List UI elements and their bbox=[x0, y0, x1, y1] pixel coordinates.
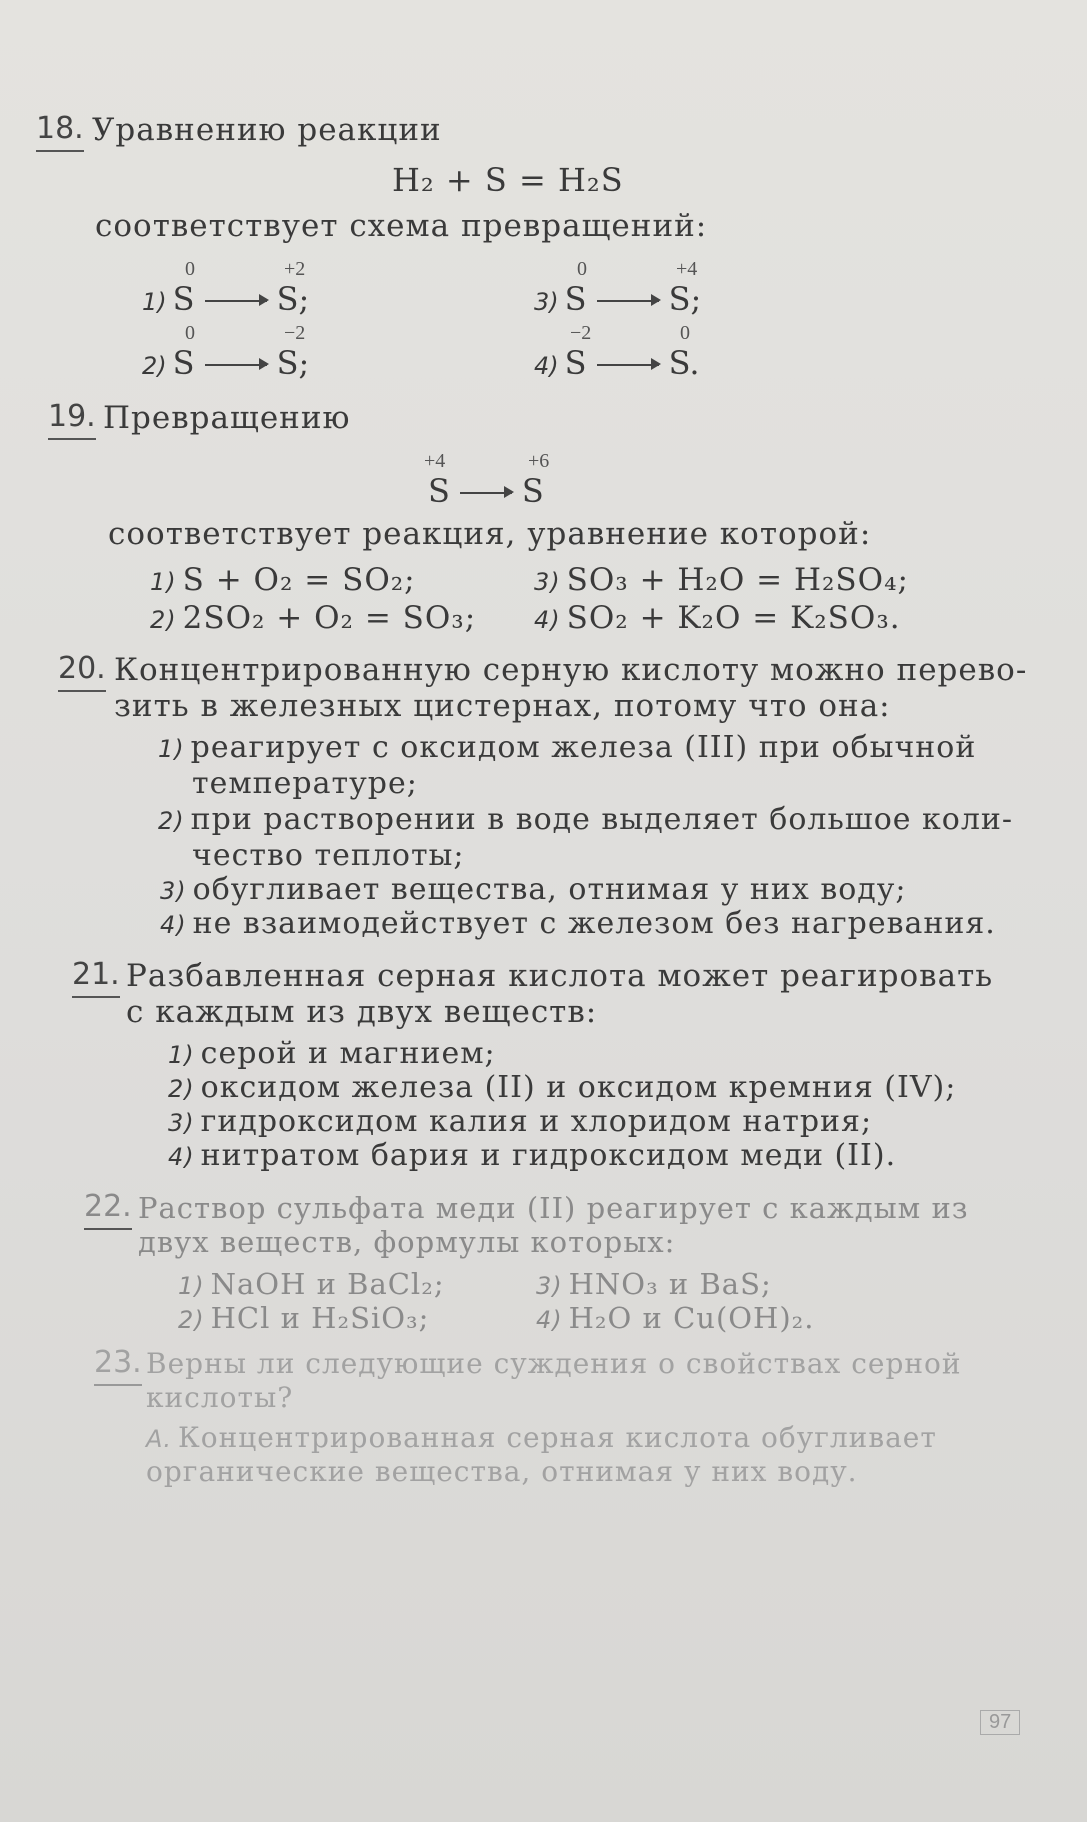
question-20-option-3 bbox=[160, 872, 907, 909]
question-20-number: 20. bbox=[58, 652, 106, 692]
scheme-from: S bbox=[564, 280, 587, 318]
scheme-from: S bbox=[428, 472, 450, 510]
option-text: при растворении в воде выделяет большое коли- bbox=[190, 802, 1014, 837]
question-21-line-1: Разбавленная серная кислота может реагировать bbox=[126, 958, 994, 994]
option-text: HCl и H₂SiO₃; bbox=[210, 1301, 430, 1335]
arrow-right-icon bbox=[597, 364, 659, 366]
ox-state: +4 bbox=[424, 450, 446, 472]
option-number: 4) bbox=[168, 1143, 195, 1171]
scheme-to: S; bbox=[668, 280, 702, 318]
question-23-number: 23. bbox=[94, 1346, 142, 1386]
question-20-line-1: Концентрированную серную кислоту можно перево- bbox=[114, 652, 1028, 688]
question-20-option-2-cont: чество теплоты; bbox=[192, 838, 465, 873]
question-20-option-4 bbox=[160, 906, 996, 943]
option-number: 1) bbox=[178, 1272, 205, 1300]
question-19-option-3 bbox=[534, 562, 909, 600]
option-number: 2) bbox=[142, 352, 167, 380]
option-text: 2SO₂ + O₂ = SO₃; bbox=[182, 600, 477, 636]
question-20-option-1-cont: температуре; bbox=[192, 766, 418, 801]
option-text: нитратом бария и гидроксидом меди (II). bbox=[200, 1138, 897, 1173]
arrow-right-icon bbox=[597, 300, 659, 302]
option-number: 4) bbox=[536, 1306, 563, 1334]
question-19-option-1 bbox=[150, 562, 416, 600]
question-21-option-1 bbox=[168, 1036, 496, 1073]
question-20-line-2: зить в железных цистернах, потому что она: bbox=[114, 688, 891, 724]
ox-state: +6 bbox=[528, 450, 550, 472]
question-21-option-4 bbox=[168, 1138, 896, 1175]
question-23-line-2: кислоты? bbox=[146, 1381, 294, 1414]
option-text: SO₂ + K₂O = K₂SO₃. bbox=[566, 600, 901, 636]
page-number: 97 bbox=[980, 1710, 1020, 1735]
scheme-to: S; bbox=[276, 280, 310, 318]
arrow-right-icon bbox=[205, 300, 267, 302]
question-18-title: Уравнению реакции bbox=[92, 112, 442, 148]
question-19-subtitle: соответствует реакция, уравнение которой: bbox=[108, 516, 872, 552]
option-number: 4) bbox=[160, 911, 187, 939]
ox-state: −2 bbox=[284, 322, 306, 344]
option-text: NaOH и BaCl₂; bbox=[210, 1267, 445, 1301]
question-18-equation: H₂ + S = H₂S bbox=[392, 161, 624, 199]
question-23-line-1: Верны ли следующие суждения о свойствах серной bbox=[146, 1347, 962, 1380]
scheme-to: S. bbox=[668, 344, 700, 382]
option-number: 1) bbox=[142, 288, 167, 316]
option-number: 2) bbox=[168, 1075, 195, 1103]
option-text: гидроксидом калия и хлоридом натрия; bbox=[200, 1104, 873, 1139]
question-18-option-2 bbox=[142, 344, 309, 382]
question-22-option-2 bbox=[178, 1300, 429, 1338]
scheme-from: S bbox=[172, 344, 195, 382]
option-number: 3) bbox=[534, 288, 559, 316]
option-number: 2) bbox=[158, 807, 185, 835]
arrow-right-icon bbox=[205, 364, 267, 366]
question-20-option-1 bbox=[158, 730, 976, 767]
option-text: не взаимодействует с железом без нагревания. bbox=[192, 906, 996, 941]
ox-state: −2 bbox=[570, 322, 592, 344]
scheme-to: S bbox=[521, 472, 544, 510]
question-18-option-1 bbox=[142, 280, 309, 318]
ox-state: +2 bbox=[284, 258, 306, 280]
option-number: 3) bbox=[160, 877, 187, 905]
option-number: 4) bbox=[534, 352, 559, 380]
option-text: обугливает вещества, отнимая у них воду; bbox=[192, 872, 907, 907]
question-18-number: 18. bbox=[36, 112, 84, 152]
arrow-right-icon bbox=[460, 492, 512, 494]
option-number: 2) bbox=[178, 1306, 205, 1334]
scheme-from: S bbox=[564, 344, 587, 382]
question-21-option-3 bbox=[168, 1104, 872, 1141]
question-20-option-2 bbox=[158, 802, 1013, 839]
question-21-number: 21. bbox=[72, 958, 120, 998]
ox-state: +4 bbox=[676, 258, 698, 280]
option-number: 1) bbox=[168, 1041, 195, 1069]
statement-label: А. bbox=[146, 1425, 173, 1453]
option-number: 1) bbox=[158, 735, 185, 763]
ox-state: 0 bbox=[577, 258, 587, 280]
option-number: 3) bbox=[534, 568, 561, 596]
question-22-option-3 bbox=[536, 1266, 772, 1304]
question-21-line-2: с каждым из двух веществ: bbox=[126, 994, 598, 1030]
option-text: серой и магнием; bbox=[200, 1036, 496, 1071]
option-text: оксидом железа (II) и оксидом кремния (IV); bbox=[200, 1070, 957, 1105]
question-18-option-4 bbox=[534, 344, 700, 382]
question-23-statement-a-cont: органические вещества, отнимая у них воду. bbox=[146, 1455, 858, 1488]
question-22-option-4 bbox=[536, 1300, 815, 1338]
option-number: 3) bbox=[536, 1272, 563, 1300]
question-19-scheme bbox=[428, 472, 544, 510]
option-number: 3) bbox=[168, 1109, 195, 1137]
question-22-number: 22. bbox=[84, 1190, 132, 1230]
scheme-to: S; bbox=[276, 344, 310, 382]
question-22-line-2: двух веществ, формулы которых: bbox=[138, 1225, 676, 1259]
question-18-subtitle: соответствует схема превращений: bbox=[95, 208, 708, 244]
option-number: 4) bbox=[534, 606, 561, 634]
question-18-option-3 bbox=[534, 280, 701, 318]
question-21-option-2 bbox=[168, 1070, 956, 1107]
option-text: H₂O и Cu(OH)₂. bbox=[568, 1301, 815, 1335]
question-22-option-1 bbox=[178, 1266, 445, 1304]
ox-state: 0 bbox=[680, 322, 690, 344]
option-text: HNO₃ и BaS; bbox=[568, 1267, 772, 1301]
question-19-option-2 bbox=[150, 600, 476, 638]
option-text: реагирует с оксидом железа (III) при обычной bbox=[190, 730, 977, 765]
question-19-title: Превращению bbox=[103, 400, 351, 436]
statement-text: Концентрированная серная кислота обугливает bbox=[178, 1421, 937, 1454]
ox-state: 0 bbox=[185, 322, 195, 344]
question-19-option-4 bbox=[534, 600, 901, 638]
option-number: 2) bbox=[150, 606, 177, 634]
question-23-statement-a bbox=[146, 1420, 937, 1457]
option-number: 1) bbox=[150, 568, 177, 596]
option-text: SO₃ + H₂O = H₂SO₄; bbox=[566, 562, 909, 598]
question-19-number: 19. bbox=[48, 400, 96, 440]
ox-state: 0 bbox=[185, 258, 195, 280]
option-text: S + O₂ = SO₂; bbox=[182, 562, 416, 598]
scheme-from: S bbox=[172, 280, 195, 318]
question-22-line-1: Раствор сульфата меди (II) реагирует с каждым из bbox=[138, 1191, 969, 1225]
